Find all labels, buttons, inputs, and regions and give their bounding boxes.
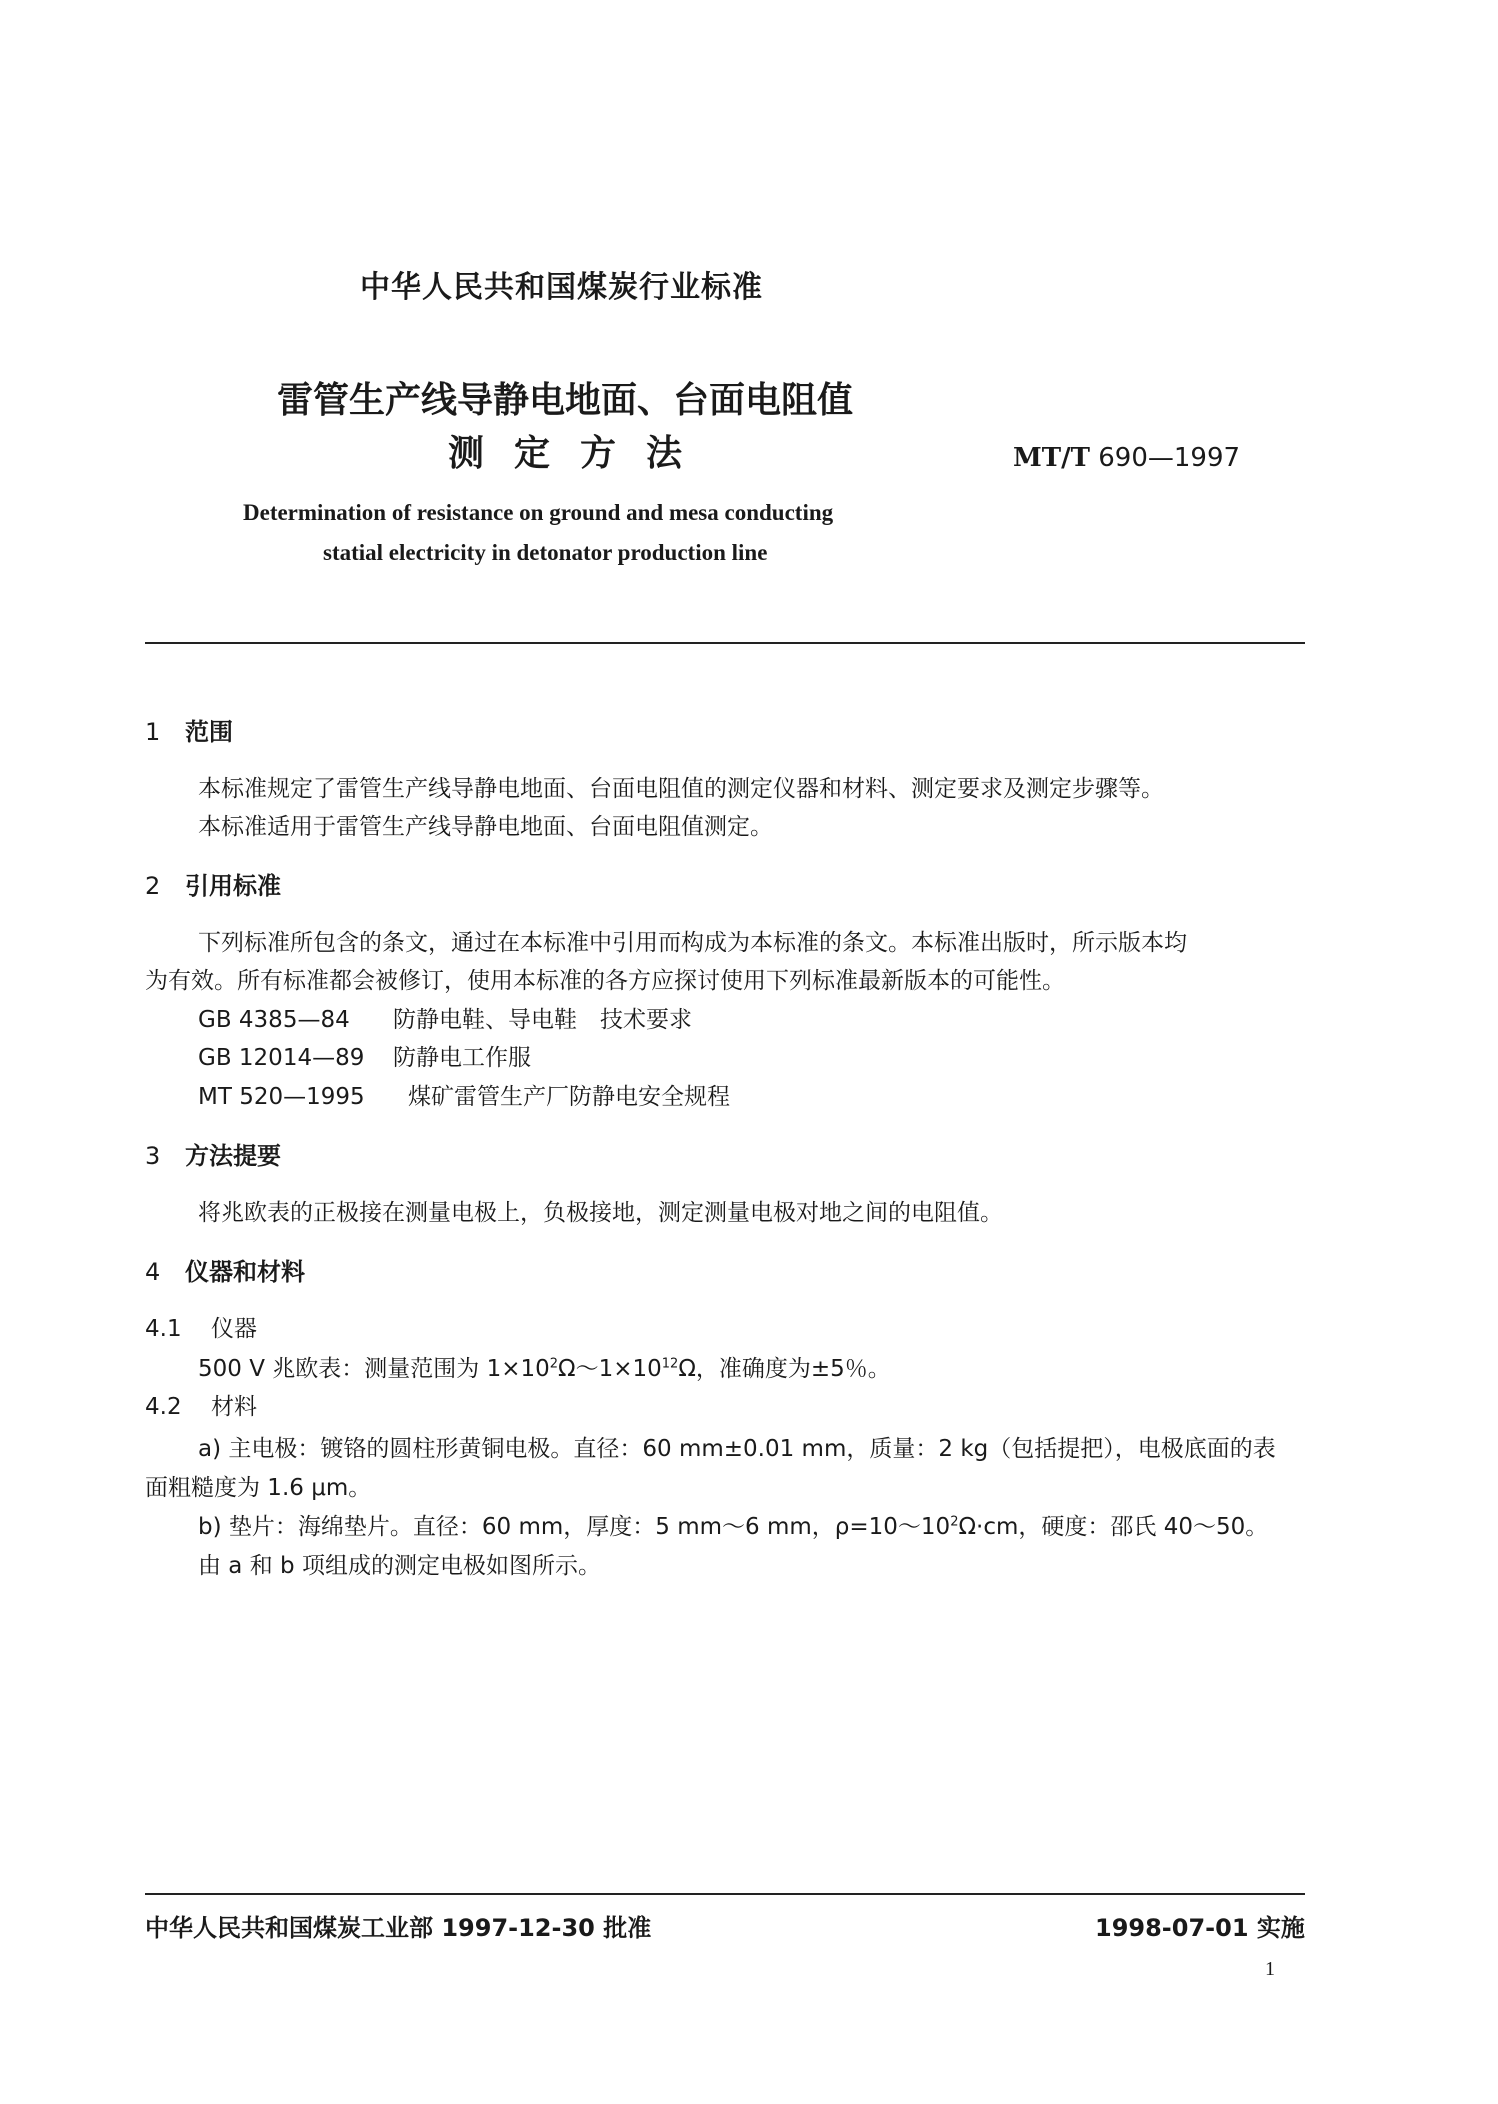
material-b bbox=[198, 1508, 1268, 1541]
reference-title: 防静电工作服 bbox=[393, 1045, 531, 1071]
section-1-paragraph-1: 本标准规定了雷管生产线导静电地面、台面电阻值的测定仪器和材料、测定要求及测定步骤等。 bbox=[198, 776, 1164, 802]
instrument-spec-part1: 500 V 兆欧表：测量范围为 1×10 bbox=[198, 1356, 550, 1382]
reference-code: MT 520—1995 bbox=[198, 1084, 365, 1110]
material-a-line1: a) 主电极：镀铬的圆柱形黄铜电极。直径：60 mm±0.01 mm，质量：2 kg（包括提把），电极底面的表 bbox=[198, 1436, 1276, 1462]
standard-code-prefix: MT/T bbox=[1013, 443, 1090, 473]
subsection-4-2-heading bbox=[145, 1388, 257, 1421]
section-number: 1 bbox=[145, 718, 161, 746]
reference-code: GB 12014—89 bbox=[198, 1045, 365, 1071]
subsection-title: 材料 bbox=[211, 1394, 257, 1420]
reference-item bbox=[198, 1001, 692, 1034]
exponent: 12 bbox=[661, 1356, 679, 1372]
section-number: 2 bbox=[145, 872, 161, 900]
subsection-number: 4.2 bbox=[145, 1394, 182, 1420]
section-1-heading bbox=[145, 712, 233, 747]
exponent: 2 bbox=[950, 1514, 959, 1530]
exponent: 2 bbox=[549, 1356, 559, 1372]
document-title-line2: 测定方法 bbox=[448, 433, 713, 474]
english-title-line2: statial electricity in detonator production line bbox=[323, 540, 768, 565]
effective-date: 1998-07-01 实施 bbox=[1095, 1914, 1305, 1942]
footer-divider bbox=[145, 1893, 1305, 1895]
reference-item bbox=[198, 1078, 730, 1111]
section-title: 仪器和材料 bbox=[185, 1258, 305, 1286]
document-title-line1: 雷管生产线导静电地面、台面电阻值 bbox=[277, 380, 854, 421]
reference-code: GB 4385—84 bbox=[198, 1007, 350, 1033]
page-number: 1 bbox=[1265, 1958, 1275, 1980]
approval-line: 中华人民共和国煤炭工业部 1997-12-30 批准 bbox=[145, 1914, 652, 1942]
subsection-title: 仪器 bbox=[211, 1316, 257, 1342]
reference-title: 煤矿雷管生产厂防静电安全规程 bbox=[408, 1084, 730, 1110]
instrument-spec-part2: Ω～1×10 bbox=[558, 1356, 662, 1382]
section-3-paragraph: 将兆欧表的正极接在测量电极上，负极接地，测定测量电极对地之间的电阻值。 bbox=[198, 1200, 1003, 1226]
instrument-spec-part3: Ω，准确度为±5％。 bbox=[678, 1356, 891, 1382]
section-2-heading bbox=[145, 866, 281, 901]
header-divider bbox=[145, 642, 1305, 644]
standard-code-number: 690—1997 bbox=[1098, 443, 1241, 473]
section-title: 方法提要 bbox=[185, 1142, 281, 1170]
section-4-heading bbox=[145, 1252, 305, 1287]
material-b-part1: b) 垫片：海绵垫片。直径：60 mm，厚度：5 mm～6 mm，ρ=10～10 bbox=[198, 1514, 951, 1540]
section-title: 引用标准 bbox=[185, 872, 281, 900]
section-number: 3 bbox=[145, 1142, 161, 1170]
english-title-line1: Determination of resistance on ground and mesa conducting bbox=[243, 500, 834, 525]
subsection-number: 4.1 bbox=[145, 1316, 182, 1342]
section-2-paragraph-line1: 下列标准所包含的条文，通过在本标准中引用而构成为本标准的条文。本标准出版时，所示版本均 bbox=[198, 930, 1187, 956]
section-1-paragraph-2: 本标准适用于雷管生产线导静电地面、台面电阻值测定。 bbox=[198, 814, 773, 840]
reference-item bbox=[198, 1039, 531, 1072]
industry-standard-heading: 中华人民共和国煤炭行业标准 bbox=[360, 270, 763, 305]
material-a-line2: 面粗糙度为 1.6 μm。 bbox=[145, 1475, 372, 1501]
material-b-part2: Ω·cm，硬度：邵氏 40～50。 bbox=[958, 1514, 1269, 1540]
reference-title: 防静电鞋、导电鞋 技术要求 bbox=[393, 1007, 692, 1033]
subsection-4-1-heading bbox=[145, 1310, 257, 1343]
section-3-heading bbox=[145, 1136, 281, 1171]
electrode-note: 由 a 和 b 项组成的测定电极如图所示。 bbox=[198, 1553, 601, 1579]
standard-code bbox=[1013, 443, 1240, 473]
section-number: 4 bbox=[145, 1258, 161, 1286]
section-2-paragraph-line2: 为有效。所有标准都会被修订，使用本标准的各方应探讨使用下列标准最新版本的可能性。 bbox=[145, 968, 1065, 994]
instrument-spec bbox=[198, 1350, 891, 1383]
section-title: 范围 bbox=[185, 718, 233, 746]
